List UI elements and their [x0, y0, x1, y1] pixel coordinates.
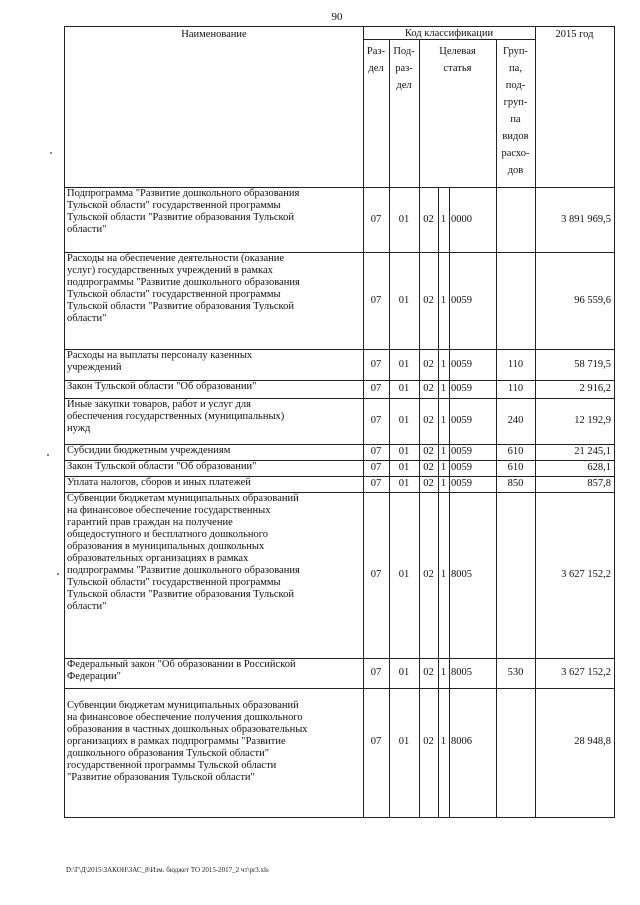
- row-name-line: Федерации": [67, 671, 121, 682]
- row-name-line: организациях в рамках подпрограммы "Развитие: [67, 736, 286, 747]
- budget-table: [64, 26, 615, 818]
- row-razdel: 07: [370, 383, 382, 394]
- row-name: [67, 399, 361, 435]
- row-podrazdel: 01: [398, 358, 410, 370]
- header-group-line: па,: [509, 63, 522, 74]
- row-razdel: 07: [370, 446, 382, 457]
- row-target-code: 0059: [451, 358, 472, 370]
- header-year: 2015 год: [555, 29, 594, 40]
- row-amount: 2 916,2: [579, 383, 611, 394]
- row-target-program: 02: [423, 736, 434, 747]
- row-name-line: Федеральный закон "Об образовании в Российской: [67, 659, 296, 670]
- row-target-program: 02: [423, 358, 434, 370]
- header-group-line: Груп-: [503, 46, 528, 57]
- row-name-line: образования в частных дошкольных образовательных: [67, 724, 308, 735]
- row-podrazdel: 01: [398, 213, 410, 225]
- header-target: [419, 43, 496, 77]
- row-name-line: общедоступного и бесплатного дошкольного: [67, 529, 269, 540]
- row-target-program: 02: [423, 294, 434, 306]
- header-target-line: Целевая: [439, 46, 476, 57]
- row-target-subprogram: 1: [440, 667, 447, 678]
- header-razdel: [363, 43, 389, 77]
- row-name-line: Закон Тульской области "Об образовании": [67, 461, 257, 472]
- row-name-line: Расходы на выплаты персоналу казенных: [67, 350, 253, 361]
- row-razdel: 07: [370, 415, 382, 426]
- row-name-line: услуг) государственных учреждений в рамках: [67, 265, 273, 276]
- header-group-line: па: [510, 114, 521, 125]
- row-target-code: 0059: [451, 383, 472, 394]
- row-target-code: 0059: [451, 446, 472, 457]
- row-target-program: 02: [423, 213, 434, 225]
- row-name-line: Тульской области" государственной программы: [67, 200, 281, 211]
- row-target-subprogram: 1: [440, 736, 447, 747]
- row-amount: 3 627 152,2: [561, 569, 611, 580]
- row-expense-type: 110: [507, 358, 524, 370]
- row-name-line: Иные закупки товаров, работ и услуг для: [67, 399, 251, 410]
- row-podrazdel: 01: [398, 446, 410, 457]
- row-name-line: области": [67, 224, 107, 235]
- row-podrazdel: 01: [398, 462, 410, 473]
- row-name-line: обеспечения государственных (муниципальных): [67, 411, 285, 422]
- row-name: [67, 188, 361, 236]
- header-group-line: дов: [507, 165, 524, 176]
- row-podrazdel: 01: [398, 478, 410, 489]
- row-name-line: Уплата налогов, сборов и иных платежей: [67, 477, 251, 488]
- row-target-subprogram: 1: [440, 358, 447, 370]
- row-podrazdel: 01: [398, 569, 410, 580]
- col-divider-podrazdel: [419, 39, 420, 817]
- row-amount: 21 245,1: [574, 446, 611, 457]
- row-name-line: подпрограммы "Развитие дошкольного образования: [67, 565, 300, 576]
- header-podrazdel-line: раз-: [395, 63, 413, 74]
- col-divider-cs1: [438, 187, 439, 817]
- row-name-line: государственной программы Тульской области: [67, 760, 277, 771]
- row-razdel: 07: [370, 294, 382, 306]
- row-target-code: 0000: [451, 213, 472, 225]
- row-razdel: 07: [370, 667, 382, 678]
- row-target-code: 8005: [451, 667, 472, 678]
- row-expense-type: 610: [507, 462, 524, 473]
- row-name-line: Субвенции бюджетам муниципальных образований: [67, 700, 299, 711]
- row-target-subprogram: 1: [440, 569, 447, 580]
- header-group-line: груп-: [503, 97, 528, 108]
- row-rule: [65, 688, 614, 689]
- row-target-subprogram: 1: [440, 213, 447, 225]
- row-name-line: учреждений: [67, 362, 122, 373]
- row-name-line: Расходы на обеспечение деятельности (оказание: [67, 253, 285, 264]
- row-name: [67, 461, 361, 473]
- file-path-footer: D:\Г\Д\2015\ЗАКОН\ЗАС_8\Изм. бюджет ТО 2015-2017_2 чт\pr3.xls: [66, 866, 269, 874]
- row-amount: 628,1: [587, 462, 611, 473]
- row-name-line: Тульской области "Развитие образования Тульской: [67, 212, 294, 223]
- row-razdel: 07: [370, 736, 382, 747]
- header-group-line: видов: [502, 131, 529, 142]
- row-name-line: нужд: [67, 423, 91, 434]
- scan-speck: [57, 573, 59, 575]
- row-name: [67, 659, 361, 683]
- header-group: [496, 43, 535, 179]
- row-name-line: области": [67, 601, 107, 612]
- row-target-program: 02: [423, 478, 434, 489]
- row-podrazdel: 01: [398, 415, 410, 426]
- row-name-line: Тульской области" государственной программы: [67, 289, 281, 300]
- row-target-program: 02: [423, 462, 434, 473]
- row-amount: 3 627 152,2: [561, 667, 611, 678]
- header-target-line: статья: [443, 63, 472, 74]
- row-expense-type: 850: [507, 478, 524, 489]
- row-target-program: 02: [423, 569, 434, 580]
- row-expense-type: 110: [507, 383, 524, 394]
- row-name: [67, 493, 361, 613]
- col-divider-cs2: [449, 187, 450, 817]
- row-expense-type: 610: [507, 446, 524, 457]
- row-razdel: 07: [370, 462, 382, 473]
- row-name: [67, 253, 361, 325]
- row-name: [67, 381, 361, 393]
- row-amount: 58 719,5: [574, 358, 611, 370]
- row-target-code: 0059: [451, 415, 472, 426]
- row-target-program: 02: [423, 446, 434, 457]
- row-target-subprogram: 1: [440, 415, 447, 426]
- row-target-code: 0059: [451, 478, 472, 489]
- row-name-line: Подпрограмма "Развитие дошкольного образования: [67, 188, 300, 199]
- row-amount: 3 891 969,5: [561, 213, 611, 225]
- row-razdel: 07: [370, 213, 382, 225]
- row-expense-type: 240: [507, 415, 524, 426]
- row-name-line: на финансовое обеспечение государственных: [67, 505, 271, 516]
- row-name-line: Субсидии бюджетным учреждениям: [67, 445, 231, 456]
- row-name-line: на финансовое обеспечение получения дошкольного: [67, 712, 303, 723]
- row-razdel: 07: [370, 569, 382, 580]
- scan-speck: [50, 152, 52, 154]
- row-name-line: подпрограммы "Развитие дошкольного образования: [67, 277, 300, 288]
- row-name: [67, 445, 361, 457]
- page-number: 90: [331, 11, 343, 23]
- row-name-line: гарантий прав граждан на получение: [67, 517, 233, 528]
- row-target-code: 0059: [451, 462, 472, 473]
- row-name: [67, 700, 361, 784]
- row-podrazdel: 01: [398, 294, 410, 306]
- row-target-subprogram: 1: [440, 462, 447, 473]
- row-target-subprogram: 1: [440, 446, 447, 457]
- row-target-subprogram: 1: [440, 294, 447, 306]
- row-podrazdel: 01: [398, 383, 410, 394]
- row-name-line: "Развитие образования Тульской области": [67, 772, 255, 783]
- header-code-group: Код классификации: [404, 28, 494, 39]
- row-name-line: образовательных организациях в рамках: [67, 553, 249, 564]
- header-podrazdel: [389, 43, 419, 94]
- row-razdel: 07: [370, 358, 382, 370]
- row-target-program: 02: [423, 667, 434, 678]
- row-razdel: 07: [370, 478, 382, 489]
- row-target-subprogram: 1: [440, 478, 447, 489]
- row-name: [67, 477, 361, 489]
- row-name-line: Тульской области" государственной программы: [67, 577, 281, 588]
- row-amount: 12 192,9: [574, 415, 611, 426]
- row-target-code: 0059: [451, 294, 472, 306]
- row-amount: 28 948,8: [574, 736, 611, 747]
- header-group-line: расхо-: [501, 148, 530, 159]
- row-target-program: 02: [423, 383, 434, 394]
- row-name-line: Тульской области "Развитие образования Тульской: [67, 301, 294, 312]
- row-name-line: области": [67, 313, 107, 324]
- col-divider-razdel: [389, 39, 390, 817]
- header-razdel-line: дел: [368, 63, 384, 74]
- row-name-line: Закон Тульской области "Об образовании": [67, 381, 257, 392]
- row-name-line: образования в муниципальных дошкольных: [67, 541, 265, 552]
- row-name-line: Тульской области "Развитие образования Тульской: [67, 589, 294, 600]
- row-target-code: 8005: [451, 569, 472, 580]
- row-name-line: Субвенции бюджетам муниципальных образований: [67, 493, 299, 504]
- row-expense-type: 530: [507, 667, 524, 678]
- header-podrazdel-line: Под-: [393, 46, 415, 57]
- scan-speck: [47, 454, 49, 456]
- row-name: [67, 350, 361, 374]
- header-podrazdel-line: дел: [396, 80, 412, 91]
- header-name: Наименование: [181, 29, 247, 40]
- row-podrazdel: 01: [398, 736, 410, 747]
- row-target-program: 02: [423, 415, 434, 426]
- row-amount: 96 559,6: [574, 294, 611, 306]
- header-group-line: под-: [505, 80, 526, 91]
- row-amount: 857,8: [587, 478, 611, 489]
- row-target-code: 8006: [451, 736, 472, 747]
- header-razdel-line: Раз-: [366, 46, 386, 57]
- row-podrazdel: 01: [398, 667, 410, 678]
- row-name-line: дошкольного образования Тульской области": [67, 748, 270, 759]
- row-target-subprogram: 1: [440, 383, 447, 394]
